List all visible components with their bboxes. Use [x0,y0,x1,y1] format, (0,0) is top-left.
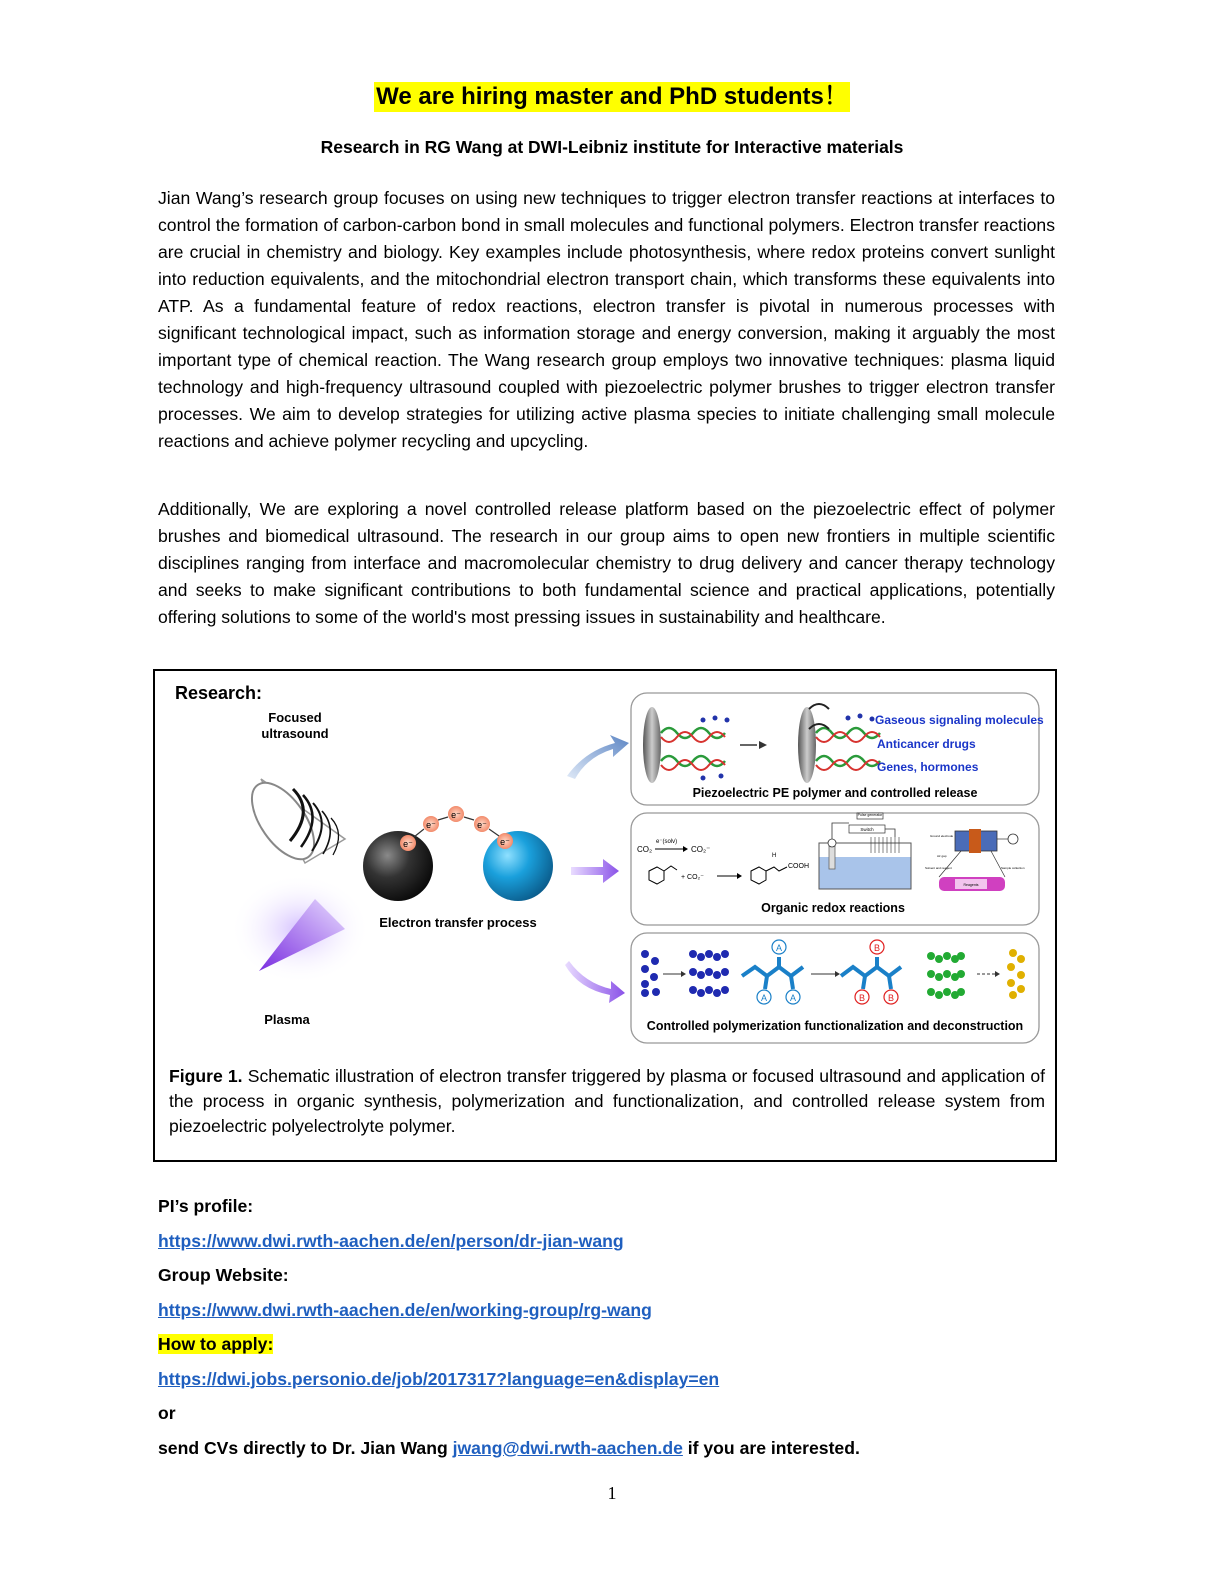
electron-label: e⁻ [426,820,436,830]
page-number: 1 [607,1483,617,1503]
focused-ultrasound-label-line2: ultrasound [261,726,329,741]
paragraph-controlled-release: Additionally, We are exploring a novel controlled release platform based on the piezoelectric effect of polymer brushes and biomedical ultrasound. The research in our group aims to open new frontiers in multiple scientific disciplines ranging from interface and macromolecular chemistry to drug delivery and cancer therapy technology and seeks to make significant contributions to both fundamental science and practical applications, potentially offering solutions to some of the world's most pressing issues in sustainability and healthcare. [158,499,1055,627]
figure-heading: Research: [175,683,263,703]
pi-profile-label: PI’s profile: [158,1196,254,1216]
electron-label: e⁻ [451,810,461,820]
panel2-solvent: Solvent and reagent [925,866,952,870]
figure-caption-text: Schematic illustration of electron transfer triggered by plasma or focused ultrasound and application of the process in organic synthesis, polymerization and functionalization, and controlled release system from piezoelectric polyelectrolyte polymer. [169,1066,1046,1136]
plasma-label: Plasma [264,1012,310,1027]
arrow-down-icon [565,961,625,1003]
panel2-cooh: COOH [788,863,809,870]
paragraph-research-overview: Jian Wang’s research group focuses on using new techniques to trigger electron transfer reactions at interfaces to control the formation of carbon-carbon bond in small molecules and functional polymers. Electron transfer reactions are crucial in chemistry and biology. Key examples include photosynthesis, where redox proteins convert sunlight into reduction equivalents, and the mitochondrial electron transport chain, which transforms these equivalents into ATP. As a fundamental feature of redox reactions, electron transfer is pivotal in numerous processes with significant technological impact, such as information storage and energy conversion, making it arguably the most important type of chemical reaction. The Wang research group employs two innovative techniques: plasma liquid technology and high-frequency ultrasound coupled with piezoelectric polymer brushes to trigger electron transfer processes. We aim to develop strategies for utilizing active plasma species to initiate challenging small molecule reactions and achieve polymer recycling and upcycling. [158,188,1055,451]
electron-label: e⁻ [500,837,510,847]
how-to-apply-label: How to apply: [158,1334,274,1354]
panel1-item-gaseous: Gaseous signaling molecules [875,713,1044,727]
send-cv-prefix: send CVs directly to Dr. Jian Wang [158,1438,453,1458]
panel1-item-anticancer: Anticancer drugs [877,737,976,751]
panel2-sample-collection: Sample collection [1001,866,1025,870]
pi-profile-link[interactable]: https://www.dwi.rwth-aachen.de/en/person/dr-jian-wang [158,1231,624,1251]
panel2-esolv: e⁻(solv) [656,839,678,845]
panel-organic-redox [631,813,1039,925]
electron-transfer-label: Electron transfer process [379,915,537,930]
group-b-label: B [858,993,866,1003]
research-figure [155,671,1055,1056]
email-link[interactable]: jwang@dwi.rwth-aachen.de [452,1438,683,1458]
panel2-switch: Switch [860,827,874,832]
blue-sphere-icon [483,831,553,901]
plasma-icon [230,874,370,984]
group-website-label: Group Website: [158,1265,289,1285]
ultrasound-transducer-icon [240,772,345,869]
electron-label: e⁻ [403,839,413,849]
group-b-label: B [887,993,895,1003]
panel2-reagents: Reagents [963,883,979,887]
group-website-link[interactable]: https://www.dwi.rwth-aachen.de/en/working-group/rg-wang [158,1300,652,1320]
page-title: We are hiring master and PhD students！ [376,83,848,110]
focused-ultrasound-label-line1: Focused [268,710,322,725]
group-a-label: A [789,993,797,1003]
group-a-label: A [760,993,768,1003]
panel2-h: H [772,853,777,859]
page-subtitle: Research in RG Wang at DWI-Leibniz institute for Interactive materials [320,137,904,157]
research-figure-box [153,669,1057,1162]
panel2-co2: CO₂ [637,845,653,854]
panel-polymerization [631,933,1039,1043]
panel1-item-genes: Genes, hormones [877,760,979,774]
group-a-label: A [775,943,783,953]
panel2-ground-electrode: Ground electrode [930,834,954,838]
send-cv-line [158,1438,860,1459]
arrow-right-icon [571,859,619,883]
apply-link[interactable]: https://dwi.jobs.personio.de/job/2017317?language=en&display=en [158,1369,720,1389]
arrow-up-icon [567,735,629,779]
panel2-co2-radical: CO₂⁻ [691,845,711,854]
send-cv-suffix: if you are interested. [682,1438,860,1458]
panel1-caption: Piezoelectric PE polymer and controlled release [692,786,978,800]
panel-controlled-release [631,693,1044,805]
figure-caption [169,1064,1045,1139]
figure-caption-label: Figure 1. [169,1066,243,1086]
dark-sphere-icon [363,831,433,901]
electron-label: e⁻ [477,820,487,830]
panel2-air-gap: Air gap [937,854,947,858]
panel2-caption: Organic redox reactions [761,901,905,915]
or-text: or [158,1403,176,1423]
group-b-label: B [873,943,881,953]
panel2-pulse-generator: Pulse generator [857,813,883,817]
panel3-caption: Controlled polymerization functionalization and deconstruction [646,1019,1024,1033]
panel2-plus-co2: + CO₂⁻ [681,874,704,881]
